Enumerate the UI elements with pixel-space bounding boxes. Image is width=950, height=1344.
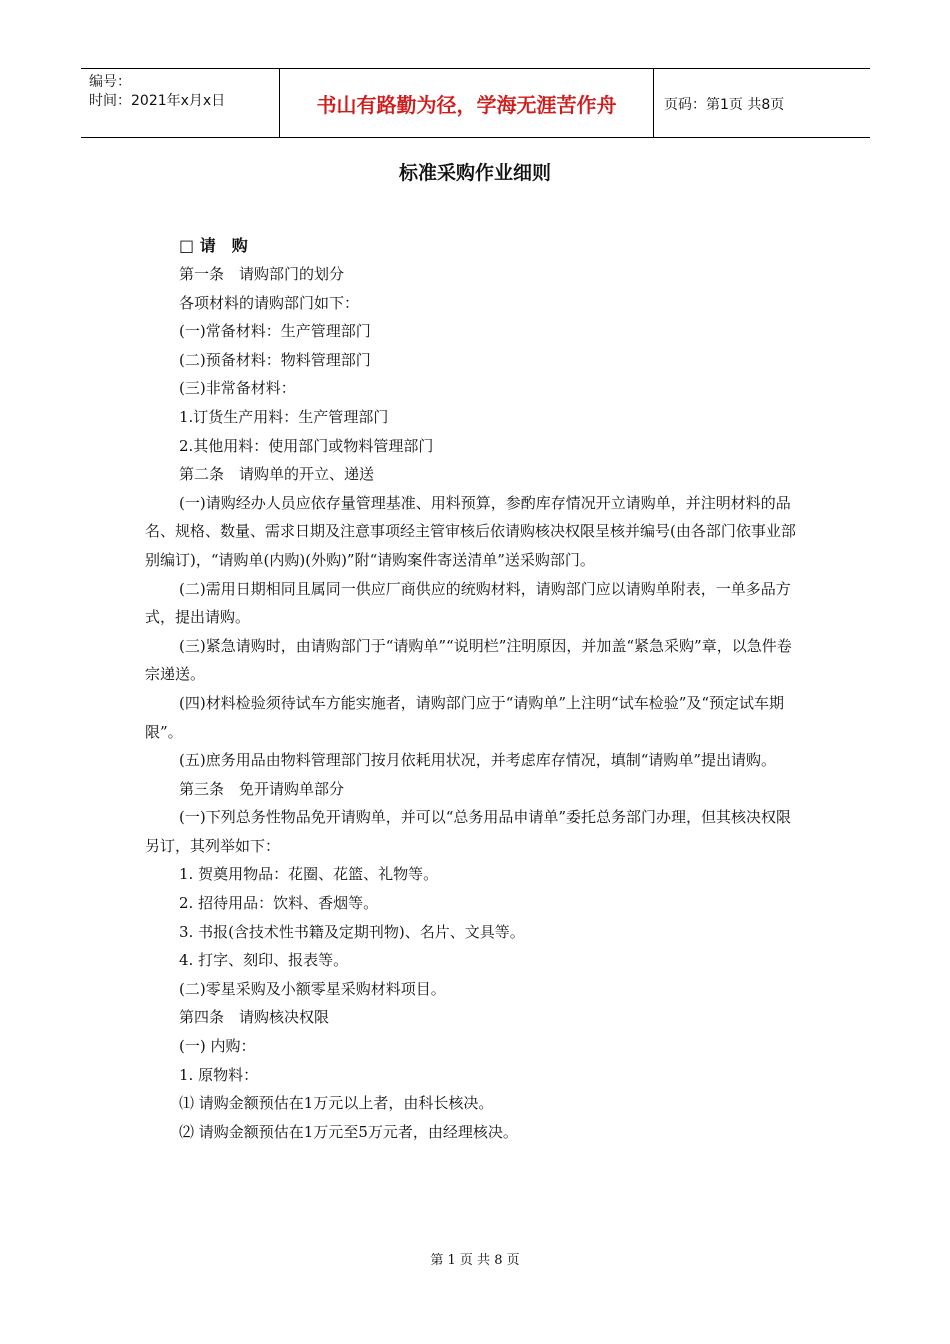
paragraph: 第一条 请购部门的划分 <box>179 265 345 283</box>
header-motto: 书山有路勤为径，学海无涯苦作舟 <box>279 69 654 137</box>
section-heading: □ 请 购 <box>179 236 248 255</box>
paragraph: (三)紧急请购时，由请购部门于“请购单”“说明栏”注明原因，并加盖“紧急采购”章，以急件卷宗递送。 <box>145 636 792 684</box>
paragraph: 1. 原物料： <box>179 1065 259 1084</box>
paragraph: 2. 招待用品：饮料、香烟等。 <box>179 894 379 913</box>
paragraph: 第二条 请购单的开立、递送 <box>179 465 375 484</box>
document-number-label: 编号： <box>89 74 131 90</box>
document-title: 标准采购作业细则 <box>398 162 551 184</box>
document-body <box>145 232 805 1146</box>
paragraph: (三)非常备材料： <box>179 379 296 398</box>
paragraph: 2.其他用料：使用部门或物料管理部门 <box>179 436 434 455</box>
paragraph: (二)预备材料：物料管理部门 <box>179 350 371 369</box>
paragraph: 第四条 请购核决权限 <box>179 1008 330 1027</box>
paragraph: (四)材料检验须待试车方能实施者，请购部门应于“请购单”上注明“试车检验”及“预定试车期限”。 <box>145 693 785 741</box>
paragraph: 1.订货生产用料：生产管理部门 <box>179 407 389 426</box>
paragraph: ⑴ 请购金额预估在1万元以上者，由科长核决。 <box>179 1094 494 1113</box>
paragraph: (二)需用日期相同且属同一供应厂商供应的统购材料，请购部门应以请购单附表，一单多品方式，提出请购。 <box>145 579 791 627</box>
header-page-info: 页码：第1页 共8页 <box>664 97 785 113</box>
page-footer: 第 1 页 共 8 页 <box>430 1253 520 1268</box>
paragraph: (一) 内购： <box>179 1037 256 1056</box>
header-meta <box>89 73 225 111</box>
paragraph: (一)请购经办人员应依存量管理基准、用料预算，参酌库存情况开立请购单，并注明材料的品名、规格、数量、需求日期及注意事项经主管审核后依请购核决权限呈核并编号(由各部门依事业部别编订)，“请购单(内购)(外购)”附“请购案件寄送清单”送采购部门。 <box>145 493 796 569</box>
document-time-label: 时间：2021年x月x日 <box>89 93 226 109</box>
paragraph: (一)常备材料：生产管理部门 <box>179 322 371 341</box>
paragraph: (二)零星采购及小额零星采购材料项目。 <box>179 979 446 998</box>
paragraph: (五)庶务用品由物料管理部门按月依耗用状况，并考虑库存情况，填制“请购单”提出请购。 <box>179 751 777 770</box>
page-header <box>81 68 870 138</box>
paragraph: 第三条 免开请购单部分 <box>179 779 345 798</box>
paragraph: ⑵ 请购金额预估在1万元至5万元者，由经理核决。 <box>179 1122 518 1141</box>
paragraph: 4. 打字、刻印、报表等。 <box>179 951 349 970</box>
paragraph: 各项材料的请购部门如下： <box>179 293 360 312</box>
paragraph: 1. 贺奠用物品：花圈、花篮、礼物等。 <box>179 865 439 884</box>
paragraph: 3. 书报(含技术性书籍及定期刊物)、名片、文具等。 <box>179 922 525 941</box>
paragraph: (一)下列总务性物品免开请购单，并可以“总务用品申请单”委托总务部门办理，但其核决权限另订，其列举如下： <box>145 808 792 855</box>
